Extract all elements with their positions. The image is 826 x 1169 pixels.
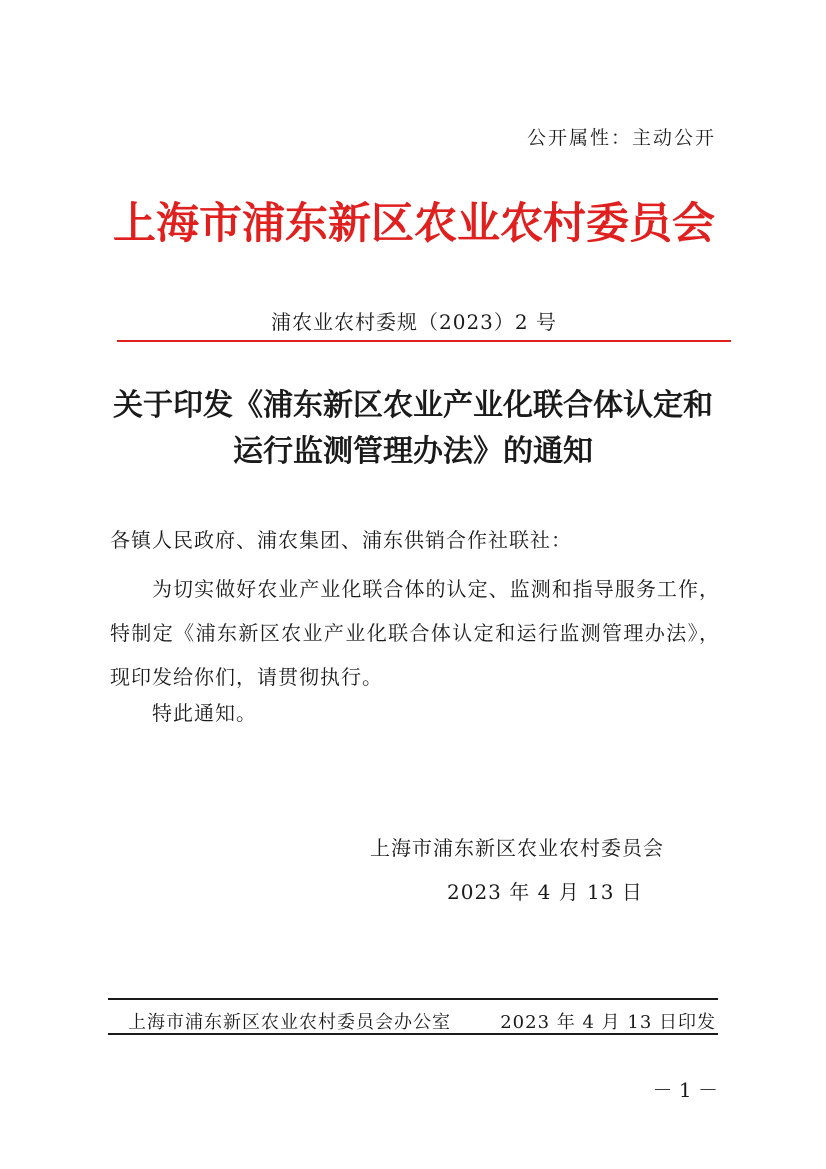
title-line-2: 运行监测管理办法》的通知 (233, 434, 593, 469)
disclosure-attribute: 公开属性：主动公开 (526, 127, 716, 149)
issuer-masthead: 上海市浦东新区农业农村委员会 (113, 199, 715, 249)
signature-date: 2023 年 4 月 13 日 (447, 880, 643, 904)
footer-bottom-rule (108, 1033, 718, 1035)
document-title (100, 383, 726, 475)
title-line-1: 关于印发《浦东新区农业产业化联合体认定和 (113, 388, 713, 423)
footer-issuing-office: 上海市浦东新区农业农村委员会办公室 (128, 1012, 451, 1033)
footer-print-date: 2023 年 4 月 13 日印发 (500, 1012, 716, 1033)
salutation: 各镇人民政府、浦农集团、浦东供销合作社联社： (110, 528, 572, 552)
page-number: － 1 － (652, 1078, 718, 1102)
red-divider (117, 340, 731, 342)
closing-remark: 特此通知。 (152, 701, 257, 725)
footer-top-rule (108, 998, 718, 1000)
body-paragraph: 为切实做好农业产业化联合体的认定、监测和指导服务工作，特制定《浦东新区农业产业化联合体认定和运行监测管理办法》，现印发给你们，请贯彻执行。 (110, 577, 720, 689)
signature-organization: 上海市浦东新区农业农村委员会 (370, 836, 664, 860)
document-number: 浦农业农村委规（2023）2 号 (271, 310, 557, 334)
